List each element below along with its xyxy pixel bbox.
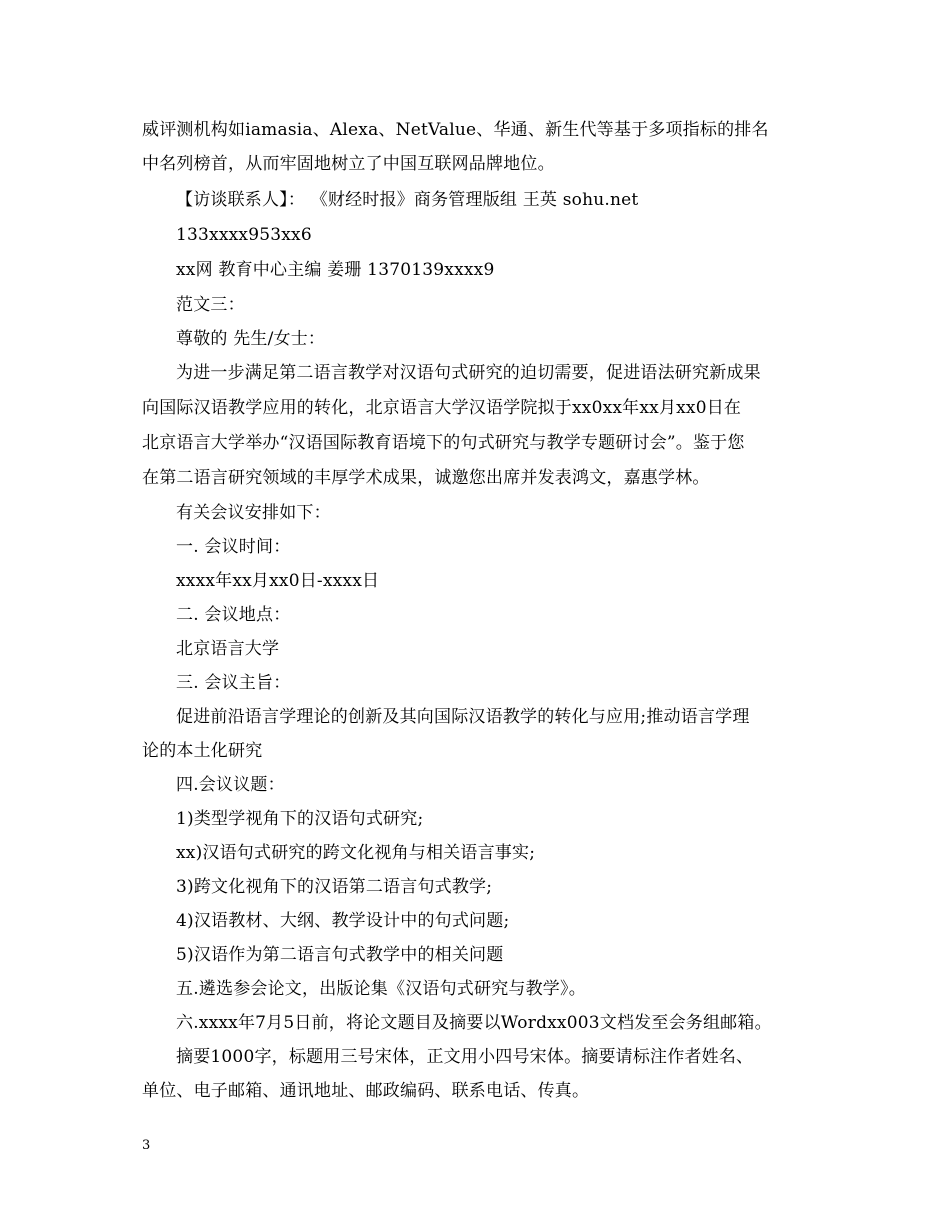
section-heading: 范文三： [176, 295, 245, 315]
contact-phone-line: 133xxxx953xx6 [176, 225, 312, 245]
topic-list-item: 1)类型学视角下的汉语句式研究; [176, 809, 424, 829]
agenda-item-text: 促进前沿语言学理论的创新及其向国际汉语教学的转化与应用;推动语言学理 [176, 707, 750, 727]
agenda-item-heading: 五.遴选参会论文，出版论集《汉语句式研究与教学》。 [176, 979, 586, 999]
agenda-item-heading: 二. 会议地点： [176, 605, 291, 625]
body-text-line: 中名列榜首，从而牢固地树立了中国互联网品牌地位。 [142, 154, 555, 174]
agenda-item-text: xxxx年xx月xx0日-xxxx日 [176, 571, 380, 591]
body-text-line: 在第二语言研究领域的丰厚学术成果，诚邀您出席并发表鸿文，嘉惠学林。 [142, 468, 710, 488]
agenda-item-heading: 三. 会议主旨： [176, 673, 291, 693]
body-text-line: 威评测机构如iamasia、Alexa、NetValue、华通、新生代等基于多项指标的排名 [142, 120, 769, 140]
salutation: 尊敬的 先生/女士： [176, 329, 326, 349]
topic-list-item: 3)跨文化视角下的汉语第二语言句式教学; [176, 877, 493, 897]
contact-line: 【访谈联系人】： 《财经时报》商务管理版组 王英 sohu.net [176, 190, 639, 210]
agenda-heading: 有关会议安排如下： [176, 503, 331, 523]
page-number: 3 [142, 1138, 151, 1153]
body-text-line: 北京语言大学举办“汉语国际教育语境下的句式研究与教学专题研讨会”。鉴于您 [142, 433, 745, 453]
body-text-line: 为进一步满足第二语言教学对汉语句式研究的迫切需要，促进语法研究新成果 [176, 363, 761, 383]
body-text-line: 单位、电子邮箱、通讯地址、邮政编码、联系电话、传真。 [142, 1081, 590, 1101]
agenda-item-heading: 四.会议议题： [176, 775, 285, 795]
contact-line: xx网 教育中心主编 姜珊 1370139xxxx9 [176, 260, 495, 280]
topic-list-item: 5)汉语作为第二语言句式教学中的相关问题 [176, 945, 504, 965]
body-text-line: 摘要1000字，标题用三号宋体，正文用小四号宋体。摘要请标注作者姓名、 [176, 1047, 754, 1067]
topic-list-item: 4)汉语教材、大纲、教学设计中的句式问题; [176, 911, 510, 931]
agenda-item-text: 论的本土化研究 [142, 741, 263, 761]
agenda-item-heading: 一. 会议时间： [176, 537, 291, 557]
agenda-item-heading: 六.xxxx年7月5日前，将论文题目及摘要以Wordxx003文档发至会务组邮箱。 [176, 1013, 772, 1033]
topic-list-item: xx)汉语句式研究的跨文化视角与相关语言事实; [176, 843, 536, 863]
agenda-item-text: 北京语言大学 [176, 639, 280, 659]
body-text-line: 向国际汉语教学应用的转化，北京语言大学汉语学院拟于xx0xx年xx月xx0日在 [142, 398, 742, 418]
